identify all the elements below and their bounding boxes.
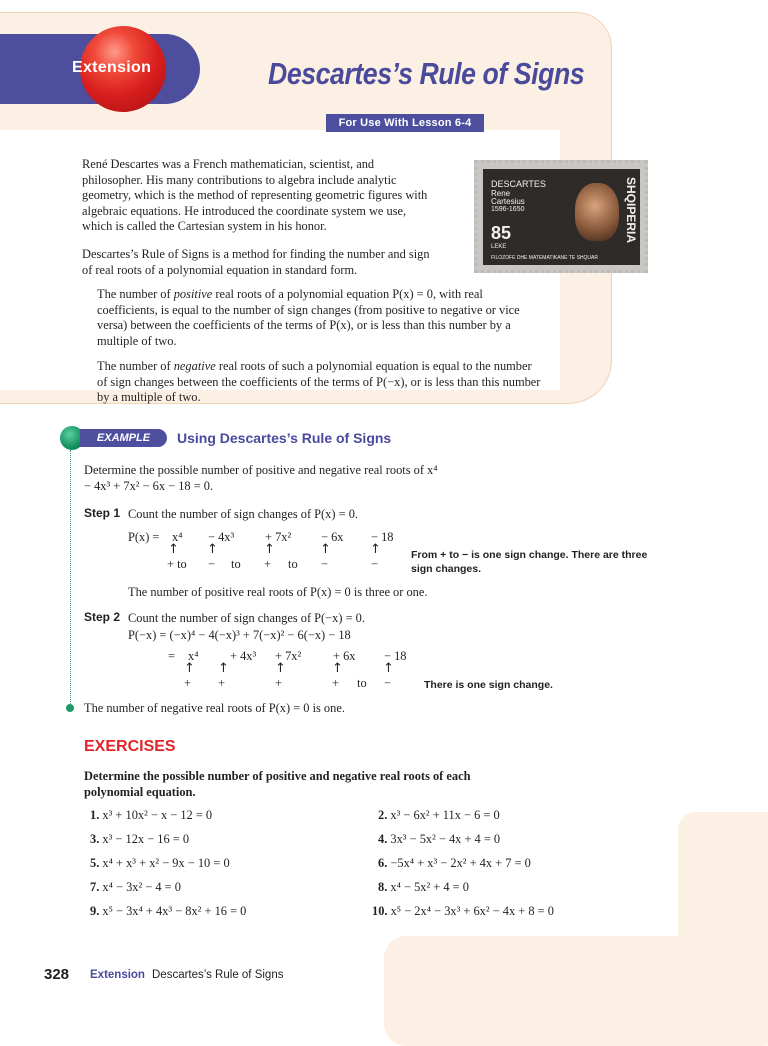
stamp-name: DESCARTES xyxy=(491,179,546,189)
exercise-number: 5. xyxy=(90,856,100,870)
stamp-years: 1596-1650 xyxy=(491,206,525,213)
sign-marker: + xyxy=(218,676,225,690)
exercise-number: 10. xyxy=(372,904,388,918)
stamp-currency: LEKE xyxy=(491,244,507,250)
exercise-item xyxy=(90,808,212,823)
step2-note: There is one sign change. xyxy=(424,679,553,691)
page-number: 328 xyxy=(44,966,70,983)
sign-marker: + xyxy=(332,676,339,690)
rule-emphasis: negative xyxy=(173,359,216,373)
exercise-item xyxy=(90,832,189,847)
up-arrow-icon: ↑ xyxy=(275,661,286,676)
page-title: Descartes’s Rule of Signs xyxy=(268,56,585,91)
sign-marker: + xyxy=(275,676,282,690)
step1-term: x⁴ xyxy=(172,530,183,544)
exercise-number: 8. xyxy=(378,880,388,894)
exercise-item xyxy=(372,904,554,919)
extension-label: Extension xyxy=(72,59,152,76)
rule-text: real roots of such a polynomial equation is equal to the number of sign changes between the coefficients of the terms of P(−x), or is less than this number by a multiple of two. xyxy=(97,359,541,404)
intro-paragraph: René Descartes was a French mathematician, scientist, and philosopher. His many contributions to algebra include analytic geometry, which is the method of representing geometric figures with algebraic equations. He introduced the coordinate system we use, which is called the Cartesian system in his honor. xyxy=(82,157,428,233)
example-title: Using Descartes’s Rule of Signs xyxy=(177,430,392,446)
up-arrow-icon: ↑ xyxy=(264,542,275,557)
exercise-item xyxy=(378,832,500,847)
negative-roots-rule xyxy=(97,359,542,406)
exercise-number: 7. xyxy=(90,880,100,894)
descartes-stamp-image xyxy=(474,160,648,273)
up-arrow-icon: ↑ xyxy=(218,661,229,676)
step1-label: Step 1 xyxy=(84,506,121,520)
step2-term: + 4x³ xyxy=(230,649,257,663)
exercise-equation: x⁵ − 3x⁴ + 4x³ − 8x² + 16 = 0 xyxy=(102,904,247,918)
step1-result: The number of positive real roots of P(x) = 0 is three or one. xyxy=(128,585,428,599)
exercise-equation: −5x⁴ + x³ − 2x² + 4x + 7 = 0 xyxy=(390,856,531,870)
example-guide-line xyxy=(70,450,72,708)
exercise-number: 4. xyxy=(378,832,388,846)
step1-term: − 6x xyxy=(321,530,344,544)
step2-equation: P(−x) = (−x)⁴ − 4(−x)³ + 7(−x)² − 6(−x) − 18 xyxy=(128,628,351,642)
sign-marker: + to xyxy=(167,557,187,571)
exercise-equation: x⁴ + x³ + x² − 9x − 10 = 0 xyxy=(102,856,230,870)
sign-marker: + xyxy=(184,676,191,690)
exercise-number: 1. xyxy=(90,808,100,822)
step2-label: Step 2 xyxy=(84,610,121,624)
up-arrow-icon: ↑ xyxy=(383,661,394,676)
up-arrow-icon: ↑ xyxy=(370,542,381,557)
exercise-equation: x⁴ − 3x² − 4 = 0 xyxy=(102,880,181,894)
up-arrow-icon: ↑ xyxy=(332,661,343,676)
exercise-equation: x³ + 10x² − x − 12 = 0 xyxy=(102,808,213,822)
step1-term: − 4x³ xyxy=(208,530,235,544)
rule-text: The number of xyxy=(97,287,174,301)
stamp-subtitle: Rene xyxy=(491,189,511,198)
exercise-equation: x⁵ − 2x⁴ − 3x³ + 6x² − 4x + 8 = 0 xyxy=(390,904,554,918)
step1-term: + 7x² xyxy=(265,530,292,544)
step1-note: From + to − is one sign change. There are three sign changes. xyxy=(411,549,648,575)
up-arrow-icon: ↑ xyxy=(168,542,179,557)
sign-marker: − xyxy=(208,557,215,571)
sign-marker: to xyxy=(357,676,367,690)
exercise-equation: x³ − 6x² + 11x − 6 = 0 xyxy=(390,808,500,822)
exercise-item xyxy=(90,856,230,871)
rule-text: real roots of a polynomial equation P(x) = 0, with real coefficients, is equal to the number of sign changes (from positive to negative or vice versa) between the coefficients of the terms of P(x), or is less than this number by a multiple of two. xyxy=(97,287,520,348)
sign-marker: to xyxy=(288,557,298,571)
step2-term: + 6x xyxy=(333,649,356,663)
exercises-heading: EXERCISES xyxy=(84,738,176,755)
rule-emphasis: positive xyxy=(173,287,213,301)
step2-text: Count the number of sign changes of P(−x) = 0. xyxy=(128,611,365,625)
lesson-reference: For Use With Lesson 6-4 xyxy=(326,114,484,132)
exercise-number: 2. xyxy=(378,808,388,822)
step2-equals: = xyxy=(168,649,175,663)
sign-marker: − xyxy=(371,557,378,571)
step2-term: x⁴ xyxy=(188,649,199,663)
step2-term: − 18 xyxy=(384,649,407,663)
step1-equation-lhs: P(x) = xyxy=(128,530,160,544)
sign-marker: − xyxy=(321,557,328,571)
exercises-instructions: Determine the possible number of positive and negative real roots of each polynomial equation. xyxy=(84,769,471,799)
exercise-equation: 3x³ − 5x² − 4x + 4 = 0 xyxy=(390,832,501,846)
footer-title: Descartes’s Rule of Signs xyxy=(152,969,284,981)
sign-marker: to xyxy=(231,557,241,571)
stamp-country: SHQIPERIA xyxy=(624,177,638,244)
sign-marker: + xyxy=(264,557,271,571)
exercise-number: 3. xyxy=(90,832,100,846)
example-end-dot-icon xyxy=(66,704,74,712)
stamp-portrait-area xyxy=(483,169,640,265)
exercise-item xyxy=(90,904,246,919)
positive-roots-rule xyxy=(97,287,542,349)
footer-section: Extension xyxy=(90,969,145,981)
exercise-equation: x³ − 12x − 16 = 0 xyxy=(102,832,190,846)
step1-text: Count the number of sign changes of P(x) = 0. xyxy=(128,507,358,521)
portrait-icon xyxy=(575,183,619,241)
exercise-item xyxy=(378,808,500,823)
stamp-caption: FILOZOFE DHE MATEMATIKANE TE SHQUAR xyxy=(491,255,598,261)
intro-paragraph-rule: Descartes’s Rule of Signs is a method for finding the number and sign of real roots of a polynomial equation in standard form. xyxy=(82,247,430,277)
up-arrow-icon: ↑ xyxy=(320,542,331,557)
stamp-subtitle: Cartesius xyxy=(491,197,525,206)
up-arrow-icon: ↑ xyxy=(184,661,195,676)
sign-marker: − xyxy=(384,676,391,690)
exercise-number: 6. xyxy=(378,856,388,870)
exercise-item xyxy=(378,880,469,895)
exercise-number: 9. xyxy=(90,904,100,918)
example-prompt: Determine the possible number of positive and negative real roots of x⁴ − 4x³ + 7x² − 6x − 18 = 0. xyxy=(84,463,438,493)
exercise-item xyxy=(90,880,181,895)
example-tab: EXAMPLE xyxy=(80,429,167,447)
step2-term: + 7x² xyxy=(275,649,302,663)
rule-text: The number of xyxy=(97,359,174,373)
exercise-item xyxy=(378,856,531,871)
step1-term: − 18 xyxy=(371,530,394,544)
exercise-equation: x⁴ − 5x² + 4 = 0 xyxy=(390,880,469,894)
up-arrow-icon: ↑ xyxy=(207,542,218,557)
example-conclusion: The number of negative real roots of P(x) = 0 is one. xyxy=(84,701,345,715)
stamp-value: 85 xyxy=(491,223,512,243)
footer-decoration xyxy=(384,936,768,1046)
